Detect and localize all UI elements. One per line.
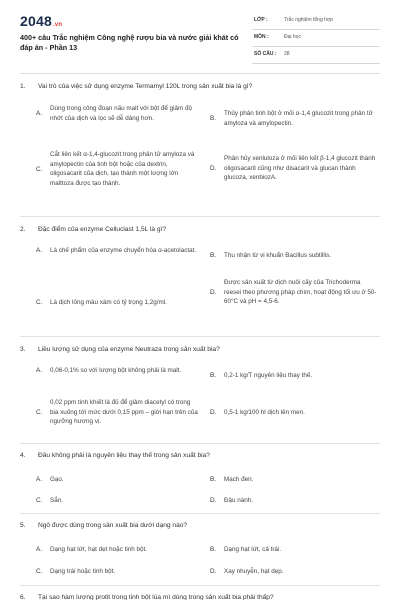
question-number: 6. xyxy=(20,594,26,600)
option-letter: D. xyxy=(210,409,217,417)
option-letter: A. xyxy=(36,367,43,375)
document-title: 400+ câu Trắc nghiệm Công nghệ rượu bia và nước giải khát có đáp án - Phần 13 xyxy=(20,33,239,52)
question-stem: Đặc điểm của enzyme Celluclast 1,5L là gì? xyxy=(38,226,167,233)
option-text: Là chế phẩm của enzyme chuyển hóa α-acetolactat. xyxy=(50,247,197,254)
option-text: Dạng hạt lứt, hạt dẹt hoặc tinh bột. xyxy=(50,546,147,553)
option-text: Dạng hạt lứt, cả trái. xyxy=(224,546,282,553)
question-1-option-d[interactable] xyxy=(210,154,378,183)
question-number: 4. xyxy=(20,452,26,459)
question-2-option-a[interactable] xyxy=(36,246,212,256)
option-letter: D. xyxy=(210,497,217,505)
option-text: Được sản xuất từ dịch nuôi cấy của Trichoderma reesei theo phương pháp chìm, hoạt động tối ưu ở 50-60°C và pH = 4,5-6. xyxy=(224,279,377,306)
question-3-option-d[interactable] xyxy=(210,408,378,418)
option-text: Đậu nành. xyxy=(224,497,254,504)
question-2-option-d[interactable] xyxy=(210,278,378,307)
question-number: 1. xyxy=(20,83,26,90)
question-5-option-b[interactable] xyxy=(210,545,378,555)
option-letter: C. xyxy=(36,408,43,416)
question-6-text xyxy=(20,593,274,600)
option-letter: A. xyxy=(36,476,43,484)
question-4-option-b[interactable] xyxy=(210,475,378,485)
option-letter: C. xyxy=(36,568,43,576)
option-text: Sắn. xyxy=(50,497,63,504)
option-letter: D. xyxy=(210,288,217,296)
meta-value: Trắc nghiệm tổng hợp xyxy=(284,17,333,23)
option-text: Thu nhận từ vi khuẩn Bacillus subtillis. xyxy=(224,252,332,259)
meta-value: 28 xyxy=(284,51,290,57)
option-text: 0,02 ppm tinh khiết là đủ để giảm diacetyl có trong bia xuống tới mức dưới 0,15 ppm – giới hạn trên của ngưỡng hương vị. xyxy=(50,399,198,426)
question-5-text xyxy=(20,521,187,530)
option-text: Cắt liên kết α-1,4-glucozit trong phân tử amyloza và amylopectin của tinh bột hoặc của dextrin, oligosacarit của dịch, tạo thành một lượng lớn malttoza được tạo thành. xyxy=(50,151,195,187)
option-text: Thủy phân tinh bột ở mối α-1,4 glucozit trong phân tử amyloza và amylopectin. xyxy=(224,110,373,127)
question-5-option-d[interactable] xyxy=(210,567,378,577)
option-letter: B. xyxy=(210,546,217,554)
question-stem: Liều lượng sử dụng của enzyme Neutraza trong sản xuất bia? xyxy=(38,346,220,353)
question-3-text xyxy=(20,345,220,354)
question-divider xyxy=(20,513,380,514)
question-2-text xyxy=(20,225,166,234)
option-text: 0,2-1 kg/T nguyên liệu thay thế. xyxy=(224,372,313,379)
question-4-option-a[interactable] xyxy=(36,475,212,485)
question-2-option-b[interactable] xyxy=(210,251,378,261)
option-text: Phân hủy xenluloza ở mối liên kết β-1,4 glucozit thành oligosacarit cũng như disacarit và glucan thành glucoza, xenbiozA. xyxy=(224,155,376,182)
meta-key: SỐ CÂU : xyxy=(254,51,277,57)
question-number: 2. xyxy=(20,226,26,233)
question-stem: Ngô được dùng trong sản xuất bia dưới dạng nào? xyxy=(38,522,188,529)
option-letter: A. xyxy=(36,247,43,255)
meta-key: LỚP : xyxy=(254,17,268,23)
question-5-option-a[interactable] xyxy=(36,545,212,555)
logo-suffix: .vn xyxy=(52,22,63,28)
option-letter: C. xyxy=(36,497,43,505)
option-text: Xay nhuyễn, hạt dẹp. xyxy=(224,568,284,575)
question-divider xyxy=(20,216,380,217)
option-letter: C. xyxy=(36,165,43,173)
option-letter: D. xyxy=(210,568,217,576)
question-number: 3. xyxy=(20,346,26,353)
question-divider xyxy=(20,585,380,586)
question-4-text xyxy=(20,451,210,460)
option-letter: D. xyxy=(210,164,217,172)
question-1-option-b[interactable] xyxy=(210,109,378,128)
option-text: Là dịch lỏng màu xám có tỷ trọng 1,2g/ml. xyxy=(50,299,167,306)
option-text: Mạch đen. xyxy=(224,476,254,483)
option-text: Gạo. xyxy=(50,476,64,483)
question-1-option-c[interactable] xyxy=(36,150,212,188)
question-divider xyxy=(20,336,380,337)
option-letter: B. xyxy=(210,115,217,123)
question-4-option-d[interactable] xyxy=(210,496,378,506)
question-divider xyxy=(20,443,380,444)
question-stem: Đâu không phải là nguyên liệu thay thế trong sản xuất bia? xyxy=(38,452,210,459)
question-number: 5. xyxy=(20,522,26,529)
question-1-option-a[interactable] xyxy=(36,104,212,123)
option-letter: B. xyxy=(210,252,217,260)
logo-text: 2048 xyxy=(20,13,52,29)
question-3-option-a[interactable] xyxy=(36,366,212,376)
question-1-text xyxy=(20,82,252,91)
option-text: 0,5-1 kg/100 hl dịch lên men. xyxy=(224,409,305,416)
option-letter: B. xyxy=(210,372,217,380)
question-stem: Vai trò của việc sử dụng enzyme Termamyl 120L trong sản xuất bia là gì? xyxy=(38,83,253,90)
meta-value: Đại học xyxy=(284,34,301,40)
option-text: Dạng trái hoặc tinh bột. xyxy=(50,568,116,575)
question-3-option-c[interactable] xyxy=(36,398,212,427)
option-letter: A. xyxy=(36,110,43,118)
question-stem: Tại sao hàm lượng protit trong tinh bột lúa mì dùng trong sản xuất bia phải thấp? xyxy=(38,594,274,600)
question-3-option-b[interactable] xyxy=(210,371,378,381)
question-5-option-c[interactable] xyxy=(36,567,212,577)
option-letter: C. xyxy=(36,299,43,307)
meta-key: MÔN : xyxy=(254,34,269,40)
question-4-option-c[interactable] xyxy=(36,496,212,506)
question-2-option-c[interactable] xyxy=(36,298,212,308)
option-text: Dùng trong công đoạn nấu malt với bột để giảm độ nhớt của dịch và lọc sẽ dễ dàng hơn. xyxy=(50,105,193,122)
option-letter: B. xyxy=(210,476,217,484)
option-text: 0,06-0,1% so với lượng bột không phải là malt. xyxy=(50,367,182,374)
option-letter: A. xyxy=(36,546,43,554)
